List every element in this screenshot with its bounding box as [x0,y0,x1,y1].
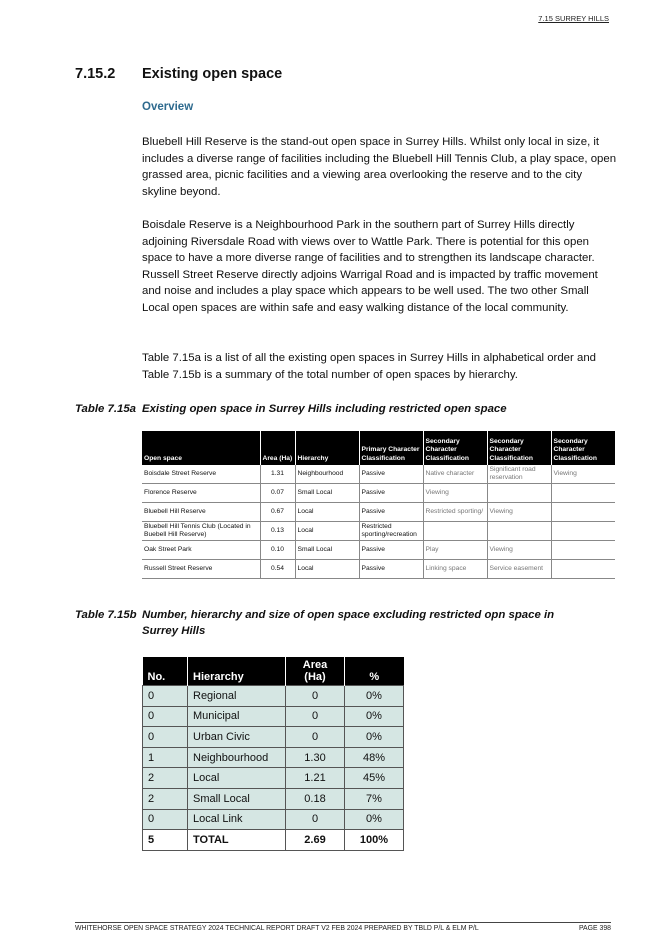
table-cell: Bluebell Hill Reserve [142,503,260,522]
open-space-table [142,431,615,579]
table-row [143,768,404,789]
table-cell: Local [295,503,359,522]
table-cell [487,522,551,541]
table-cell: Neighbourhood [188,747,286,768]
table-cell: 0.10 [260,541,295,560]
table-row [143,788,404,809]
table-cell: 0 [286,686,345,707]
table-cell: Linking space [423,560,487,579]
table-cell: Local [295,560,359,579]
col-header: Secondary Character Classification [423,431,487,465]
col-header: Area (Ha) [260,431,295,465]
table-cell: Passive [359,560,423,579]
col-header: % [345,657,404,686]
table-cell [551,503,615,522]
col-header: Hierarchy [295,431,359,465]
table-row [142,541,615,560]
table-cell: 7% [345,788,404,809]
table-cell: 1 [143,747,188,768]
table-cell [423,522,487,541]
table-cell: 0 [286,727,345,748]
table-row [142,560,615,579]
section-number: 7.15.2 [75,66,116,82]
paragraph-tables-intro: Table 7.15a is a list of all the existing open spaces in Surrey Hills in alphabetical order and Table 7.15b is a summary of the total number of open spaces by hierarchy. [142,352,596,381]
table-cell: Florence Reserve [142,484,260,503]
col-header: Primary Character Classification [359,431,423,465]
table-cell [551,541,615,560]
table-cell: 0 [143,706,188,727]
table-cell: 5 [143,830,188,851]
table-cell: 0.54 [260,560,295,579]
table-cell: Viewing [487,503,551,522]
table-cell: 0 [286,809,345,830]
table-cell: 2 [143,768,188,789]
table-cell [551,484,615,503]
table-a-caption-text: Existing open space in Surrey Hills including restricted open space [142,403,507,415]
table-row [143,686,404,707]
table-cell: Oak Street Park [142,541,260,560]
table-cell: 45% [345,768,404,789]
table-row [142,503,615,522]
table-row [143,747,404,768]
table-cell [551,522,615,541]
hierarchy-summary-table [142,657,404,851]
table-b-caption-number: Table 7.15b [75,609,137,621]
col-header: Area (Ha) [286,657,345,686]
table-cell: 0% [345,706,404,727]
table-row [143,706,404,727]
table-cell: Urban Civic [188,727,286,748]
table-cell: Passive [359,541,423,560]
table-cell: Native character [423,465,487,484]
table-cell: Bluebell Hill Tennis Club (Located in Buebell Hill Reserve) [142,522,260,541]
running-header: 7.15 SURREY HILLS [538,14,609,23]
table-cell: Boisdale Street Reserve [142,465,260,484]
table-cell: 2 [143,788,188,809]
table-cell: 0 [286,706,345,727]
table-cell: Viewing [423,484,487,503]
col-header: Hierarchy [188,657,286,686]
overview-heading: Overview [142,101,194,113]
table-cell: Small Local [295,484,359,503]
table-row [142,484,615,503]
table-row [143,727,404,748]
table-cell: Restricted sporting/recreation [359,522,423,541]
paragraph-bluebell: Bluebell Hill Reserve is the stand-out open space in Surrey Hills. Whilst only local in size, it includes a diverse range of facilities including the Bluebell Hill Tennis Club, a play space, open grassed area, picnic facilities and a viewing area overlooking the reserve and to the city skyline beyond. [142,136,617,198]
table-cell [487,484,551,503]
table-cell: Neighbourhood [295,465,359,484]
table-cell: Service easement [487,560,551,579]
table-cell: 1.31 [260,465,295,484]
table-cell: 1.21 [286,768,345,789]
table-total-row [143,830,404,851]
table-row [142,465,615,484]
table-cell: Regional [188,686,286,707]
table-header-row [142,431,615,465]
table-cell: Viewing [551,465,615,484]
table-b-caption [75,607,555,637]
paragraph-boisdale: Boisdale Reserve is a Neighbourhood Park in the southern part of Surrey Hills directly adjoining Riversdale Road with views over to Wattle Park. There is potential for this open space to have a more diverse range of facilities and to strengthen its landscape character. Russell Street Reserve directly adjoins Warrigal Road and is impacted by traffic movement and noise and includes a play space which appears to be well used. The two other Small Local open spaces are within safe and easy walking distance of the local community. [142,219,598,314]
section-title: Existing open space [142,66,283,82]
page-footer [75,922,611,932]
table-cell: Small Local [188,788,286,809]
table-row [142,522,615,541]
table-row [143,809,404,830]
table-cell: 0% [345,809,404,830]
col-header: Open space [142,431,260,465]
col-header: No. [143,657,188,686]
table-cell: Viewing [487,541,551,560]
table-cell: 0.18 [286,788,345,809]
table-cell: 0.13 [260,522,295,541]
table-cell: 100% [345,830,404,851]
table-a-caption-number: Table 7.15a [75,403,136,415]
table-cell: Local Link [188,809,286,830]
table-cell: Play [423,541,487,560]
table-cell: Municipal [188,706,286,727]
table-cell: Local [188,768,286,789]
footer-text: WHITEHORSE OPEN SPACE STRATEGY 2024 TECHNICAL REPORT DRAFT V2 FEB 2024 PREPARED BY TBLD P/L & ELM P/L [75,925,479,932]
table-cell: 0 [143,686,188,707]
table-cell: Restricted sporting/ [423,503,487,522]
table-a-caption [75,401,507,417]
col-header: Secondary Character Classification [551,431,615,465]
table-cell: 0 [143,809,188,830]
table-cell: Passive [359,484,423,503]
table-cell: Passive [359,465,423,484]
table-cell: Significant road reservation [487,465,551,484]
table-cell [551,560,615,579]
table-cell: 0.67 [260,503,295,522]
table-cell: Passive [359,503,423,522]
table-cell: 0.07 [260,484,295,503]
table-b-caption-text: Number, hierarchy and size of open space excluding restricted opn space in Surrey Hills [142,609,555,637]
table-cell: 0 [143,727,188,748]
table-cell: Small Local [295,541,359,560]
table-header-row [143,657,404,686]
table-cell: 2.69 [286,830,345,851]
table-cell: 0% [345,727,404,748]
table-cell: 1.30 [286,747,345,768]
page-number: PAGE 398 [578,925,611,932]
col-header: Secondary Character Classification [487,431,551,465]
table-cell: Local [295,522,359,541]
table-cell: 48% [345,747,404,768]
table-cell: TOTAL [188,830,286,851]
table-cell: Russell Street Reserve [142,560,260,579]
table-cell: 0% [345,686,404,707]
